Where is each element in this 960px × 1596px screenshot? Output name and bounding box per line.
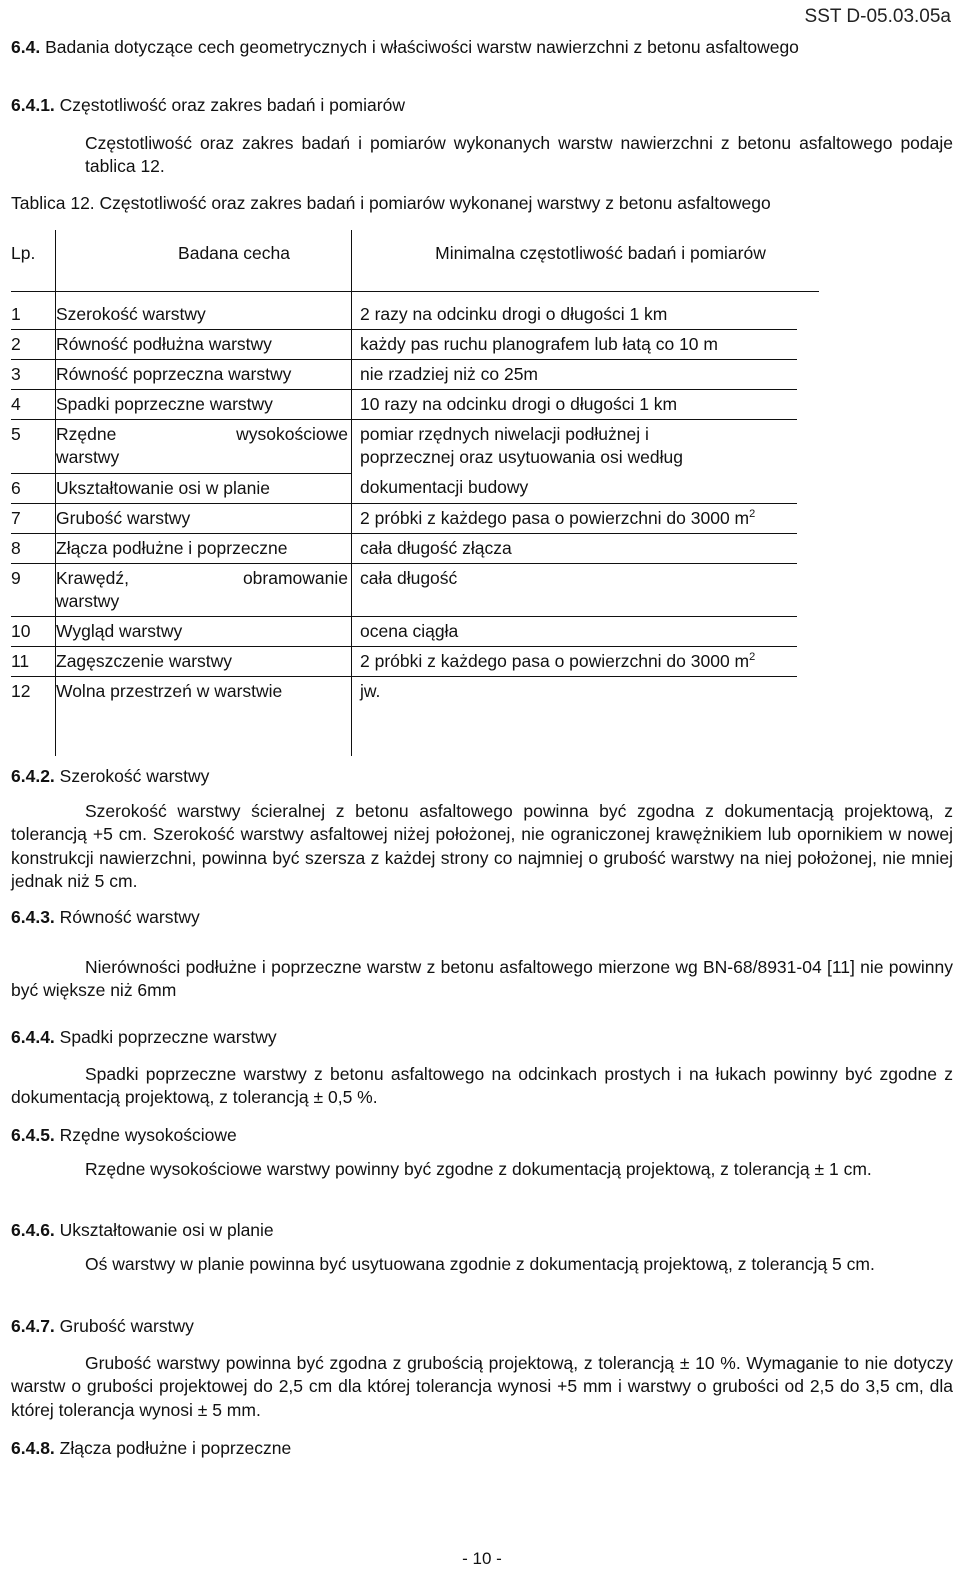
table-row bbox=[11, 420, 797, 473]
row-frequency: 2 próbki z każdego pasa o powierzchni do 3000 $m^2$ bbox=[352, 503, 797, 533]
row-frequency: 10 razy na odcinku drogi o długości 1 km bbox=[352, 390, 797, 420]
heading-642: 6.4.2. Szerokość warstwy bbox=[11, 766, 210, 786]
paragraph-645: Rzędne wysokościowe warstwy powinny być zgodne z dokumentacją projektową, z tolerancją ± 1 cm. bbox=[85, 1159, 872, 1179]
paragraph-642: Szerokość warstwy ścieralnej z betonu asfaltowego powinna być zgodna z dokumentacją projektową, z tolerancją +5 cm. Szerokość warstwy asfaltowej niżej położonej, nie ograniczonej krawężnikiem lub opornikiem w nowej konstrukcji nawierzchni, powinna być szersza z każdej strony co najmniej o grubość warstwy na niej położonej, nie mniej jednak niż 5 cm. bbox=[11, 801, 953, 892]
heading-647: 6.4.7. Grubość warstwy bbox=[11, 1316, 194, 1336]
header-lp: Lp. bbox=[11, 230, 56, 292]
table-header-row bbox=[11, 230, 819, 292]
table-row bbox=[11, 677, 797, 707]
row-feature: Złącza podłużne i poprzeczne bbox=[56, 533, 352, 563]
row-frequency: 2 próbki z każdego pasa o powierzchni do 3000 $m^2$ bbox=[352, 647, 797, 677]
measurement-table bbox=[11, 230, 789, 706]
section-title: Badania dotyczące cech geometrycznych i właściwości warstw nawierzchni z betonu asfaltowego bbox=[45, 37, 799, 57]
heading-646: 6.4.6. Ukształtowanie osi w planie bbox=[11, 1220, 274, 1240]
header-feature: Badana cecha bbox=[56, 230, 382, 292]
row-frequency: jw. bbox=[360, 681, 381, 702]
row-feature: Krawędź, obramowanie warstwy bbox=[56, 563, 352, 616]
table-row bbox=[11, 503, 797, 533]
row-number: 5 bbox=[11, 424, 21, 445]
paragraph-643: Nierówności podłużne i poprzeczne warstw z betonu asfaltowego mierzone wg BN-68/8931-04 [11] nie powinny być większe niż 6mm bbox=[11, 957, 953, 1001]
row-number: 9 bbox=[11, 563, 56, 616]
table-row bbox=[11, 473, 797, 503]
paragraph-647: Grubość warstwy powinna być zgodna z grubością projektową, z tolerancją ± 10 %. Wymaganie to nie dotyczy warstw o grubości projektowej do 2,5 cm dla której tolerancja wynosi +5 mm i warstwy o grubości od 2,5 do 3,5 cm, dla której tolerancja wynosi ± 5 mm. bbox=[11, 1353, 953, 1420]
row-number: 6 bbox=[11, 473, 56, 503]
heading-644: 6.4.4. Spadki poprzeczne warstwy bbox=[11, 1027, 277, 1047]
paragraph-641: Częstotliwość oraz zakres badań i pomiarów wykonanych warstw nawierzchni z betonu asfaltowego podaje tablica 12. bbox=[85, 133, 953, 177]
section-heading bbox=[11, 36, 953, 59]
table-divider bbox=[351, 230, 352, 756]
document-code: SST D-05.03.05a bbox=[804, 6, 951, 27]
table-row bbox=[11, 563, 797, 616]
row-number: 12 bbox=[11, 681, 31, 702]
row-frequency: cała długość bbox=[352, 563, 797, 616]
row-feature: Spadki poprzeczne warstwy bbox=[56, 390, 352, 420]
paragraph-646: Oś warstwy w planie powinna być usytuowana zgodnie z dokumentacją projektową, z tolerancją 5 cm. bbox=[85, 1254, 875, 1274]
section-number: 6.4. bbox=[11, 37, 41, 57]
row-feature: Szerokość warstwy bbox=[56, 300, 352, 330]
row-feature: Rzędne wysokościowe warstwy bbox=[56, 424, 348, 468]
row-frequency: nie rzadziej niż co 25m bbox=[352, 360, 797, 390]
subsection-heading-641 bbox=[11, 94, 953, 117]
header-frequency: Minimalna częstotliwość badań i pomiarów bbox=[382, 230, 819, 292]
page-number: - 10 - bbox=[462, 1549, 502, 1568]
row-number: 7 bbox=[11, 503, 56, 533]
row-number: 2 bbox=[11, 330, 56, 360]
row-number: 10 bbox=[11, 617, 56, 647]
row-feature: Grubość warstwy bbox=[56, 503, 352, 533]
row-number: 8 bbox=[11, 533, 56, 563]
document-page bbox=[11, 0, 953, 1596]
heading-648: 6.4.8. Złącza podłużne i poprzeczne bbox=[11, 1438, 292, 1458]
row-feature: Zagęszczenie warstwy bbox=[56, 647, 352, 677]
heading-643: 6.4.3. Równość warstwy bbox=[11, 907, 200, 927]
paragraph-644: Spadki poprzeczne warstwy z betonu asfaltowego na odcinkach prostych i na łukach powinny być zgodne z dokumentacją projektową, z tolerancją ± 0,5 %. bbox=[11, 1064, 953, 1108]
row-feature: Wygląd warstwy bbox=[56, 617, 352, 647]
table-row bbox=[11, 533, 797, 563]
row-frequency: każdy pas ruchu planografem lub łatą co 10 m bbox=[352, 330, 797, 360]
row-frequency: ocena ciągła bbox=[352, 617, 797, 647]
row-frequency: cała długość złącza bbox=[352, 533, 797, 563]
table-caption: Tablica 12. Częstotliwość oraz zakres badań i pomiarów wykonanej warstwy z betonu asfaltowego bbox=[11, 193, 771, 213]
subsection-title: Częstotliwość oraz zakres badań i pomiarów bbox=[59, 95, 405, 115]
row-frequency: dokumentacji budowy bbox=[352, 473, 797, 503]
row-frequency: 2 razy na odcinku drogi o długości 1 km bbox=[352, 300, 797, 330]
heading-645: 6.4.5. Rzędne wysokościowe bbox=[11, 1125, 237, 1145]
table-row bbox=[11, 360, 797, 390]
row-number: 11 bbox=[11, 647, 56, 677]
row-feature: Równość poprzeczna warstwy bbox=[56, 360, 352, 390]
row-feature: Wolna przestrzeń w warstwie bbox=[56, 681, 283, 702]
row-number: 1 bbox=[11, 300, 56, 330]
table-row bbox=[11, 300, 797, 330]
table-divider bbox=[55, 230, 56, 756]
subsection-number: 6.4.1. bbox=[11, 95, 55, 115]
row-feature: Równość podłużna warstwy bbox=[56, 330, 352, 360]
row-feature: Ukształtowanie osi w planie bbox=[56, 473, 352, 503]
row-number: 3 bbox=[11, 360, 56, 390]
table-row bbox=[11, 617, 797, 647]
table-row bbox=[11, 390, 797, 420]
table-row bbox=[11, 647, 797, 677]
table-row bbox=[11, 330, 797, 360]
row-number: 4 bbox=[11, 390, 56, 420]
row-frequency: pomiar rzędnych niwelacji podłużnej i poprzecznej oraz usytuowania osi według bbox=[360, 424, 683, 468]
